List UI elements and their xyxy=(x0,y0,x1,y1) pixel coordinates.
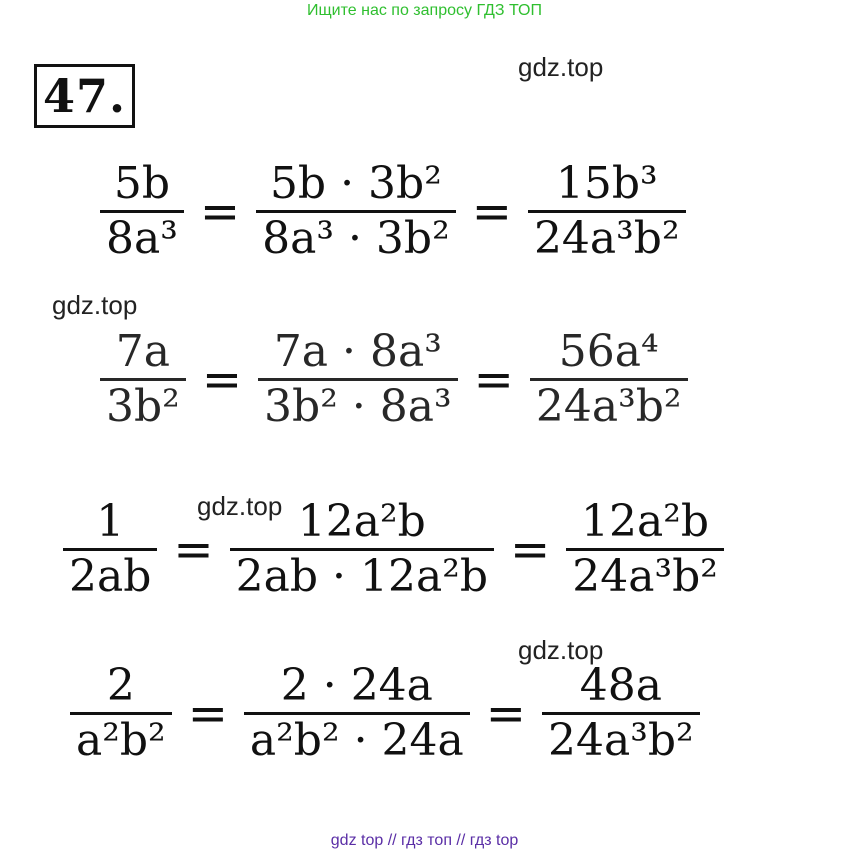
fraction-expanded xyxy=(230,496,494,603)
equation-3 xyxy=(63,496,724,603)
fraction-original xyxy=(70,660,172,767)
numerator: 56a⁴ xyxy=(558,326,659,377)
fraction-expanded xyxy=(244,660,470,767)
fraction-result xyxy=(528,158,686,265)
numerator: 1 xyxy=(96,496,125,547)
fraction-result xyxy=(542,660,700,767)
denominator: 24a³b² xyxy=(547,715,694,766)
equals-sign: = xyxy=(173,521,214,578)
denominator: 24a³b² xyxy=(572,551,718,602)
numerator: 5b xyxy=(113,158,171,209)
numerator: 48a xyxy=(579,660,662,711)
denominator: 2ab xyxy=(69,551,152,602)
fraction-original xyxy=(100,326,186,433)
denominator: 8a³ xyxy=(106,213,178,264)
footer-links[interactable]: gdz top // гдз топ // гдз top xyxy=(330,832,519,849)
watermark: gdz.top xyxy=(52,290,138,320)
watermark: gdz.top xyxy=(518,635,604,665)
denominator: 8a³ · 3b² xyxy=(262,213,450,264)
equals-sign: = xyxy=(485,685,526,742)
denominator: a²b² · 24a xyxy=(249,715,464,766)
denominator: a²b² xyxy=(76,715,166,766)
watermark: gdz.top xyxy=(518,52,604,82)
denominator: 24a³b² xyxy=(535,381,682,432)
numerator: 7a xyxy=(115,326,171,377)
fraction-result xyxy=(530,326,688,433)
fraction-original xyxy=(100,158,184,265)
denominator: 24a³b² xyxy=(533,213,680,264)
numerator: 15b³ xyxy=(555,158,658,209)
top-banner: Ищите нас по запросу ГДЗ ТОП xyxy=(307,2,542,19)
denominator: 3b² · 8a³ xyxy=(264,381,452,432)
watermark: gdz.top xyxy=(197,491,283,521)
numerator: 2 xyxy=(106,660,135,711)
equals-sign: = xyxy=(201,351,243,408)
fraction-result xyxy=(566,496,724,603)
equals-sign: = xyxy=(187,685,228,742)
numerator: 12a²b xyxy=(297,496,426,547)
denominator: 3b² xyxy=(106,381,180,432)
problem-number: 47. xyxy=(34,64,135,128)
numerator: 12a²b xyxy=(581,496,710,547)
equation-4 xyxy=(70,660,700,767)
numerator: 2 · 24a xyxy=(280,660,433,711)
equals-sign: = xyxy=(199,183,241,240)
equation-1 xyxy=(100,158,686,265)
equation-2 xyxy=(100,326,688,433)
equals-sign: = xyxy=(471,183,512,240)
equals-sign: = xyxy=(510,521,551,578)
numerator: 7a · 8a³ xyxy=(273,326,442,377)
fraction-expanded xyxy=(258,326,458,433)
equals-sign: = xyxy=(473,351,514,408)
numerator: 5b · 3b² xyxy=(269,158,442,209)
denominator: 2ab · 12a²b xyxy=(235,551,489,602)
fraction-expanded xyxy=(256,158,456,265)
fraction-original xyxy=(63,496,157,603)
